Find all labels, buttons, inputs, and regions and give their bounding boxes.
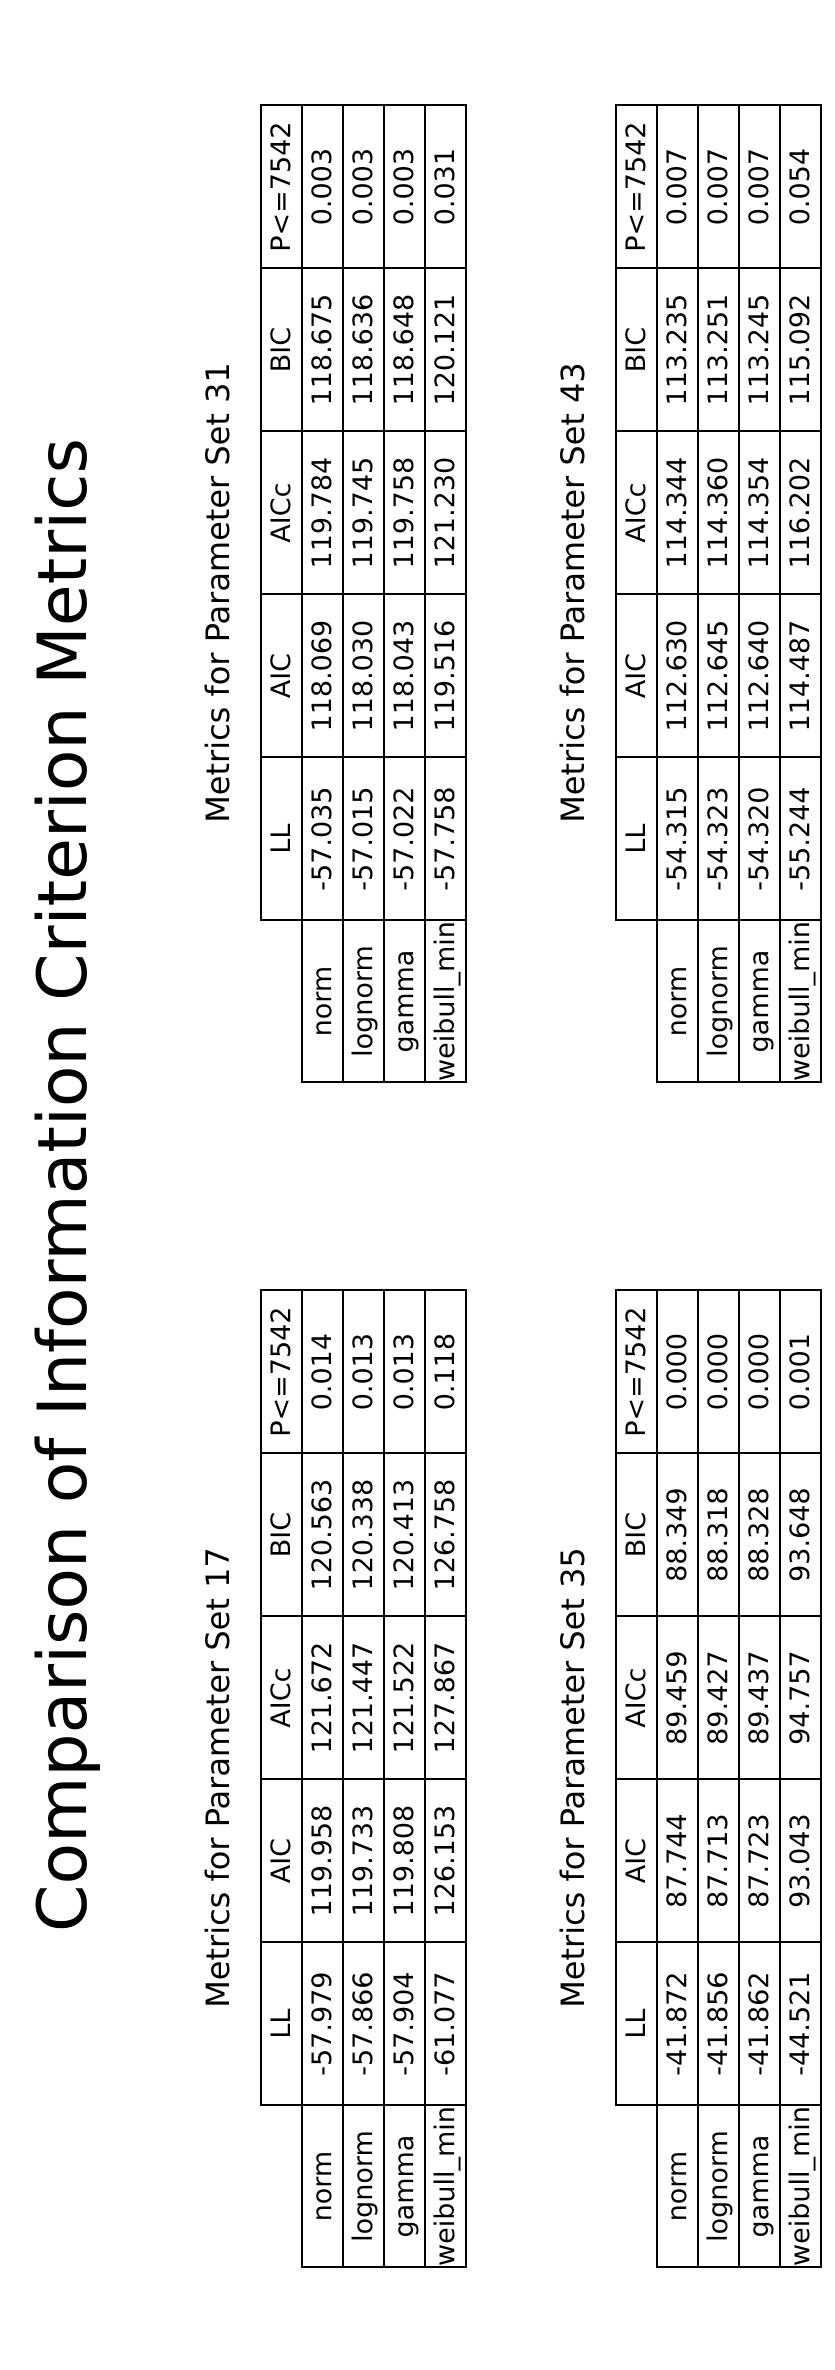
table-row bbox=[657, 1290, 698, 2267]
table-cell: -55.244 bbox=[780, 757, 821, 920]
table-cell: 112.645 bbox=[698, 594, 739, 757]
metrics-panel-31 bbox=[150, 0, 560, 1185]
header-corner bbox=[616, 2105, 657, 2267]
table-cell: 0.007 bbox=[698, 105, 739, 268]
table-cell: 93.648 bbox=[780, 1453, 821, 1616]
header-corner bbox=[261, 920, 302, 1082]
header-corner bbox=[616, 920, 657, 1082]
table-row bbox=[739, 105, 780, 1082]
column-header: AIC bbox=[261, 1779, 302, 1942]
panel-title: Metrics for Parameter Set 35 bbox=[554, 1547, 592, 2008]
table-cell: 121.230 bbox=[425, 431, 466, 594]
table-cell: 118.069 bbox=[302, 594, 343, 757]
row-label: norm bbox=[657, 920, 698, 1082]
table-cell: 116.202 bbox=[780, 431, 821, 594]
column-header: AICc bbox=[261, 431, 302, 594]
row-label: norm bbox=[657, 2105, 698, 2267]
column-header: P<=7542 bbox=[261, 105, 302, 268]
column-header: LL bbox=[616, 757, 657, 920]
row-label: gamma bbox=[739, 920, 780, 1082]
table-cell: 0.001 bbox=[780, 1290, 821, 1453]
table-cell: 0.003 bbox=[343, 105, 384, 268]
row-label: weibull_min bbox=[780, 920, 821, 1082]
table-row bbox=[657, 105, 698, 1082]
table-cell: 88.349 bbox=[657, 1453, 698, 1616]
table-cell: 119.745 bbox=[343, 431, 384, 594]
table-cell: 0.000 bbox=[739, 1290, 780, 1453]
table-cell: 126.153 bbox=[425, 1779, 466, 1942]
table-cell: -44.521 bbox=[780, 1942, 821, 2105]
table-cell: 0.000 bbox=[657, 1290, 698, 1453]
table-cell: 112.630 bbox=[657, 594, 698, 757]
table-cell: -57.015 bbox=[343, 757, 384, 920]
table-cell: -61.077 bbox=[425, 1942, 466, 2105]
metrics-table bbox=[615, 1289, 822, 2268]
table-cell: -57.979 bbox=[302, 1942, 343, 2105]
column-header: BIC bbox=[261, 268, 302, 431]
row-label: lognorm bbox=[343, 2105, 384, 2267]
table-header-row bbox=[261, 105, 302, 1082]
table-row bbox=[343, 1290, 384, 2267]
table-cell: -41.872 bbox=[657, 1942, 698, 2105]
table-row bbox=[698, 1290, 739, 2267]
metrics-panel-35 bbox=[505, 1185, 835, 2370]
column-header: AIC bbox=[261, 594, 302, 757]
row-label: lognorm bbox=[343, 920, 384, 1082]
table-cell: 87.713 bbox=[698, 1779, 739, 1942]
table-cell: 0.014 bbox=[302, 1290, 343, 1453]
table-cell: 119.784 bbox=[302, 431, 343, 594]
table-cell: 120.121 bbox=[425, 268, 466, 431]
table-row bbox=[425, 105, 466, 1082]
table-row bbox=[780, 105, 821, 1082]
table-cell: 118.043 bbox=[384, 594, 425, 757]
column-header: AICc bbox=[261, 1616, 302, 1779]
table-row bbox=[302, 105, 343, 1082]
table-cell: 87.744 bbox=[657, 1779, 698, 1942]
table-cell: 121.447 bbox=[343, 1616, 384, 1779]
row-label: lognorm bbox=[698, 920, 739, 1082]
table-cell: 0.007 bbox=[739, 105, 780, 268]
table-cell: 119.958 bbox=[302, 1779, 343, 1942]
table-cell: -57.904 bbox=[384, 1942, 425, 2105]
table-cell: 113.251 bbox=[698, 268, 739, 431]
table-header-row bbox=[261, 1290, 302, 2267]
table-row bbox=[384, 105, 425, 1082]
table-cell: -57.035 bbox=[302, 757, 343, 920]
table-cell: 0.013 bbox=[384, 1290, 425, 1453]
table-cell: -57.022 bbox=[384, 757, 425, 920]
column-header: AIC bbox=[616, 594, 657, 757]
column-header: AIC bbox=[616, 1779, 657, 1942]
table-cell: 0.031 bbox=[425, 105, 466, 268]
table-cell: 119.733 bbox=[343, 1779, 384, 1942]
row-label: weibull_min bbox=[425, 2105, 466, 2267]
column-header: P<=7542 bbox=[616, 105, 657, 268]
table-cell: 114.354 bbox=[739, 431, 780, 594]
table-row bbox=[739, 1290, 780, 2267]
row-label: gamma bbox=[384, 2105, 425, 2267]
row-label: norm bbox=[302, 920, 343, 1082]
metrics-table bbox=[260, 1289, 467, 2268]
table-cell: 120.413 bbox=[384, 1453, 425, 1616]
table-cell: 0.054 bbox=[780, 105, 821, 268]
table-cell: 115.092 bbox=[780, 268, 821, 431]
table-header-row bbox=[616, 105, 657, 1082]
column-header: LL bbox=[261, 1942, 302, 2105]
table-cell: 93.043 bbox=[780, 1779, 821, 1942]
table-header-row bbox=[616, 1290, 657, 2267]
header-corner bbox=[261, 2105, 302, 2267]
table-cell: 94.757 bbox=[780, 1616, 821, 1779]
column-header: BIC bbox=[616, 1453, 657, 1616]
column-header: AICc bbox=[616, 1616, 657, 1779]
table-cell: 89.427 bbox=[698, 1616, 739, 1779]
table-cell: -54.323 bbox=[698, 757, 739, 920]
figure-title: Comparison of Information Criterion Metrics bbox=[24, 438, 103, 1932]
row-label: lognorm bbox=[698, 2105, 739, 2267]
metrics-table bbox=[260, 104, 467, 1083]
column-header: LL bbox=[616, 1942, 657, 2105]
table-cell: 120.338 bbox=[343, 1453, 384, 1616]
column-header: BIC bbox=[616, 268, 657, 431]
table-cell: 0.003 bbox=[384, 105, 425, 268]
table-cell: 118.636 bbox=[343, 268, 384, 431]
table-cell: 0.003 bbox=[302, 105, 343, 268]
table-cell: 113.235 bbox=[657, 268, 698, 431]
table-row bbox=[302, 1290, 343, 2267]
table-cell: 114.487 bbox=[780, 594, 821, 757]
table-cell: 89.437 bbox=[739, 1616, 780, 1779]
row-label: gamma bbox=[739, 2105, 780, 2267]
table-cell: 120.563 bbox=[302, 1453, 343, 1616]
table-cell: 119.758 bbox=[384, 431, 425, 594]
metrics-panel-17 bbox=[150, 1185, 560, 2370]
table-cell: 114.344 bbox=[657, 431, 698, 594]
table-cell: 119.516 bbox=[425, 594, 466, 757]
table-row bbox=[780, 1290, 821, 2267]
column-header: BIC bbox=[261, 1453, 302, 1616]
metrics-table bbox=[615, 104, 822, 1083]
column-header: P<=7542 bbox=[616, 1290, 657, 1453]
table-cell: 118.030 bbox=[343, 594, 384, 757]
table-cell: 0.013 bbox=[343, 1290, 384, 1453]
table-cell: 121.522 bbox=[384, 1616, 425, 1779]
table-cell: -41.862 bbox=[739, 1942, 780, 2105]
table-row bbox=[698, 105, 739, 1082]
table-cell: 121.672 bbox=[302, 1616, 343, 1779]
table-cell: 89.459 bbox=[657, 1616, 698, 1779]
metrics-panel-43 bbox=[505, 0, 835, 1185]
panel-title: Metrics for Parameter Set 43 bbox=[554, 362, 592, 823]
table-cell: 0.007 bbox=[657, 105, 698, 268]
table-row bbox=[384, 1290, 425, 2267]
panel-title: Metrics for Parameter Set 31 bbox=[199, 362, 237, 823]
table-cell: -57.758 bbox=[425, 757, 466, 920]
table-cell: -41.856 bbox=[698, 1942, 739, 2105]
column-header: P<=7542 bbox=[261, 1290, 302, 1453]
column-header: LL bbox=[261, 757, 302, 920]
table-cell: 88.318 bbox=[698, 1453, 739, 1616]
table-cell: 114.360 bbox=[698, 431, 739, 594]
table-cell: -54.320 bbox=[739, 757, 780, 920]
table-cell: 118.675 bbox=[302, 268, 343, 431]
table-cell: -57.866 bbox=[343, 1942, 384, 2105]
table-cell: 126.758 bbox=[425, 1453, 466, 1616]
table-row bbox=[343, 105, 384, 1082]
table-row bbox=[425, 1290, 466, 2267]
table-cell: 118.648 bbox=[384, 268, 425, 431]
panel-title: Metrics for Parameter Set 17 bbox=[199, 1547, 237, 2008]
table-cell: 119.808 bbox=[384, 1779, 425, 1942]
row-label: norm bbox=[302, 2105, 343, 2267]
row-label: weibull_min bbox=[425, 920, 466, 1082]
table-cell: 127.867 bbox=[425, 1616, 466, 1779]
table-cell: 0.000 bbox=[698, 1290, 739, 1453]
table-cell: 113.245 bbox=[739, 268, 780, 431]
table-cell: 112.640 bbox=[739, 594, 780, 757]
table-cell: 87.723 bbox=[739, 1779, 780, 1942]
table-cell: 0.118 bbox=[425, 1290, 466, 1453]
table-cell: -54.315 bbox=[657, 757, 698, 920]
column-header: AICc bbox=[616, 431, 657, 594]
table-cell: 88.328 bbox=[739, 1453, 780, 1616]
row-label: weibull_min bbox=[780, 2105, 821, 2267]
row-label: gamma bbox=[384, 920, 425, 1082]
